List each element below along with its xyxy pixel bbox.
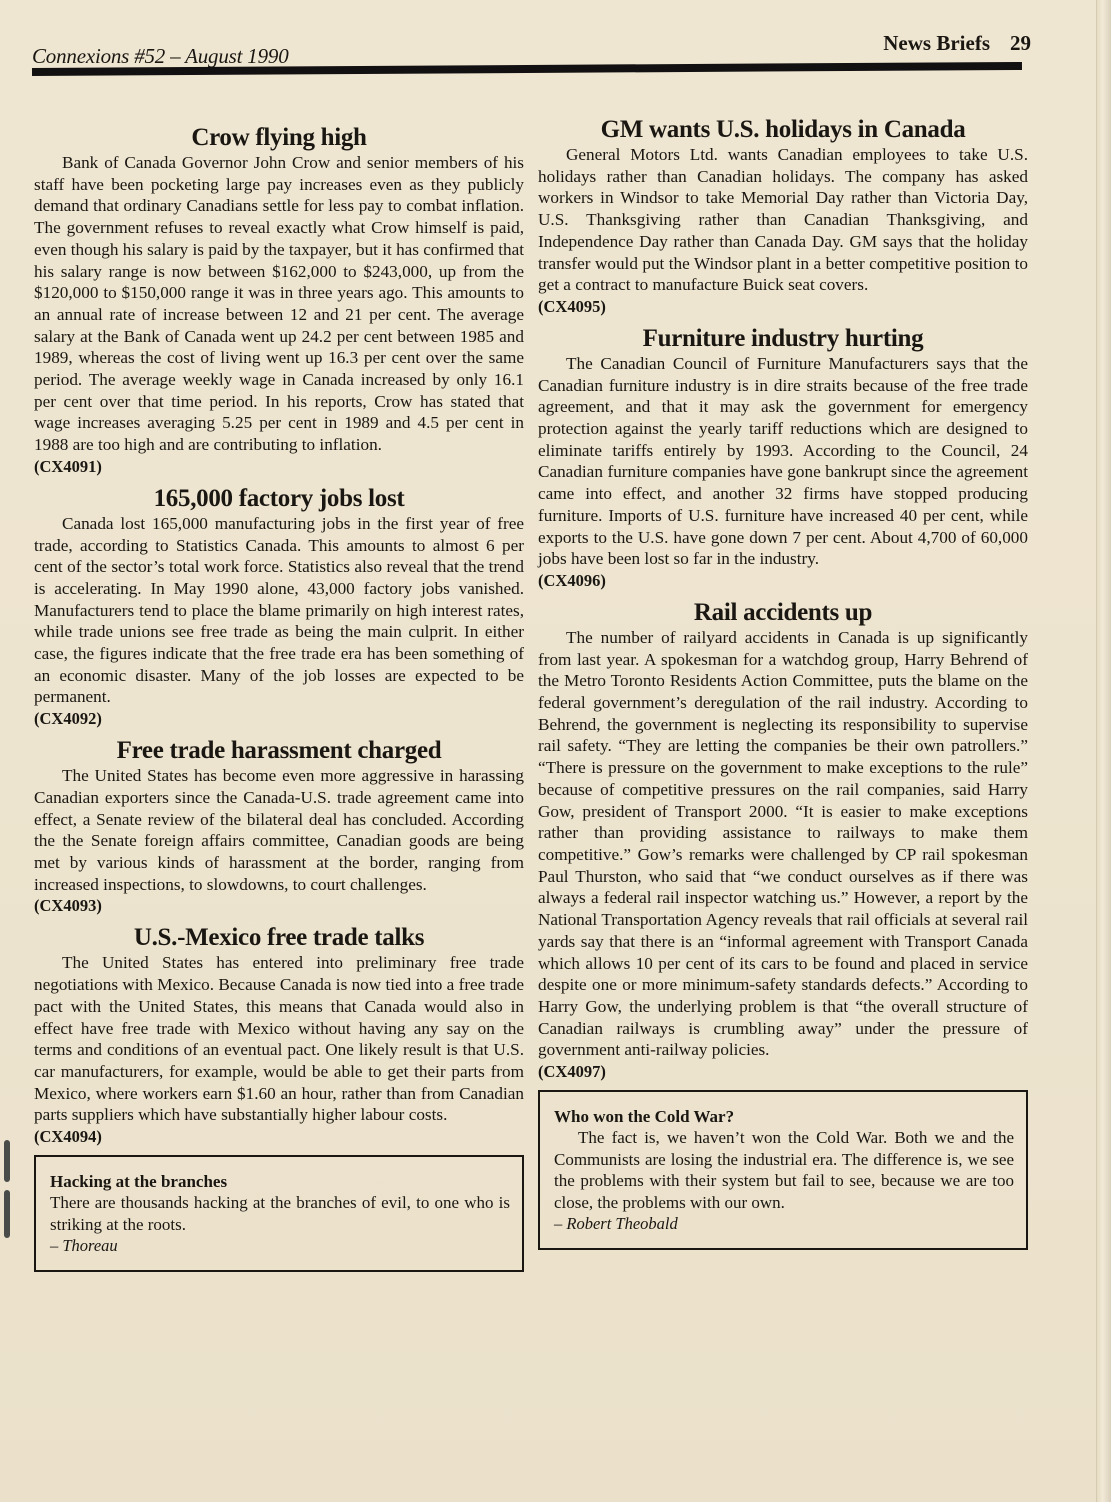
quote-attribution: – Thoreau [50, 1236, 118, 1256]
page-number: 29 [1010, 31, 1031, 55]
article-code: (CX4095) [538, 296, 606, 316]
article-us-mexico-talks [34, 924, 524, 1147]
article-title: Crow flying high [191, 124, 367, 151]
article-title: Free trade harassment charged [116, 737, 442, 765]
article-free-trade-harassment [34, 737, 524, 916]
quote-box-cold-war [538, 1090, 1028, 1250]
section-title: News Briefs [883, 31, 990, 55]
article-crow-flying-high [34, 124, 524, 477]
staple-mark [4, 1190, 10, 1238]
article-body: The United States has become even more aggressive in harassing Canadian exporters since the Canada-U.S. trade agreement came into effect, a Senate review of the bilateral deal has concluded. According the the Senate foreign affairs committee, Canadian goods are being met by various kinds of harassment at the border, ranging from increased inspections, to slowdowns, to court challenges. [34, 766, 524, 894]
article-factory-jobs-lost [34, 485, 524, 729]
article-body: The number of railyard accidents in Canada is up significantly from last year. A spokesman for a watchdog group, Harry Behrend of the Metro Toronto Residents Action Committee, puts the blame on the federal government’s deregulation of the rail industry. According to Behrend, the government is neglecting its responsibility to supervise rail safety. “They are letting the companies be their own patrollers.” “There is pressure on the government to make exceptions to the rule” because of competitive pressures on the rail companies, said Harry Gow, president of Transport 2000. “It is easier to make exceptions rather than providing assistance to railways to make them competitive.” Gow’s remarks were challenged by CP rail spokesman Paul Thurston, who said that “we conduct ourselves as if there was always a federal rail inspector watching us.” However, a report by the National Transportation Agency reveals that rail officials at several rail yards say that there is an “informal agreement with Transport Canada which allows 10 per cent of its cars to be found and placed in service despite one or more minimum-safety standards defects.” According to Harry Gow, the underlying problem is that “the overall structure of Canadian railways is crumbling away” under the pressure of government anti-railway policies. [538, 627, 1028, 1060]
article-body: Canada lost 165,000 manufacturing jobs in the first year of free trade, according to Statistics Canada. This amounts to almost 6 per cent of the sector’s total work force. Statistics also reveal that the trend is accelerating. In May 1990 alone, 43,000 factory jobs vanished. Manufacturers tend to place the blame primarily on high interest rates, while trade unions see free trade as being the main culprit. In either case, the figures indicate that the free trade era has been something of an economic disaster. Many of the job losses are expected to be permanent. [34, 513, 524, 707]
quote-box-thoreau [34, 1155, 524, 1272]
quote-text: There are thousands hacking at the branches of evil, to one who is striking at the roots. [50, 1193, 510, 1234]
article-body: The United States has entered into preliminary free trade negotiations with Mexico. Because Canada is now tied into a free trade pact with the United States, this means that Canada would also in effect have free trade with Mexico without having any say on the terms and conditions of an eventual pact. One likely result is that U.S. car manufacturers, for example, would be able to get their parts from Mexico, where workers earn $1.60 an hour, rather than from Canadian parts suppliers which have substantially higher labour costs. [34, 953, 524, 1125]
publication-header: Connexions #52 – August 1990 [32, 44, 289, 68]
article-body: Bank of Canada Governor John Crow and senior members of his staff have been pocketing large pay increases even as they publicly demand that ordinary Canadians settle for less pay to combat inflation. The government refuses to reveal exactly what Crow himself is paid, even though his salary is paid by the taxpayer, but it has confirmed that his salary range is now between $162,000 to $243,000, up from the $120,000 to $150,000 range it was in three years ago. This amounts to an annual rate of increase between 12 and 21 per cent. The average salary at the Bank of Canada went up 24.2 per cent between 1985 and 1989, whereas the cost of living went up 16.3 per cent over the same period. The average weekly wage in Canada increased by only 16.1 per cent over that time period. In his reports, Crow has stated that wage increases averaging 5.25 per cent in 1989 and 4.5 per cent in 1988 are too high and are contributing to inflation. [34, 153, 524, 455]
section-header [883, 31, 1031, 56]
article-code: (CX4091) [34, 456, 102, 476]
article-code: (CX4093) [34, 896, 102, 916]
right-column [538, 116, 1028, 1250]
article-title: 165,000 factory jobs lost [153, 484, 405, 512]
quote-title: Hacking at the branches [50, 1172, 228, 1192]
article-rail-accidents [538, 599, 1028, 1082]
article-title: U.S.-Mexico free trade talks [133, 924, 425, 952]
staple-mark [4, 1140, 10, 1182]
article-code: (CX4094) [34, 1127, 102, 1147]
article-furniture-industry [538, 325, 1028, 591]
quote-title: Who won the Cold War? [554, 1107, 735, 1127]
left-column [34, 124, 524, 1272]
article-title: Rail accidents up [693, 598, 873, 626]
article-gm-holidays [538, 116, 1028, 317]
page-edge [1096, 0, 1111, 1502]
quote-attribution: – Robert Theobald [554, 1214, 678, 1234]
article-code: (CX4096) [538, 570, 606, 590]
article-title: GM wants U.S. holidays in Canada [600, 116, 966, 143]
article-body: General Motors Ltd. wants Canadian employees to take U.S. holidays rather than Canadian holidays. The company has asked workers in Windsor to take Memorial Day rather than Victoria Day, U.S. Thanksgiving rather than Canadian Thanksgiving, and Independence Day rather than Canada Day. GM says that the holiday transfer would put the Windsor plant in a better competitive position to get a contract to manufacture Buick seat covers. [538, 145, 1028, 295]
article-code: (CX4092) [34, 709, 102, 729]
article-title: Furniture industry hurting [642, 324, 924, 352]
quote-text: The fact is, we haven’t won the Cold War. Both we and the Communists are losing the industrial era. The difference is, we see the problems with their system but fail to see, because we are too close, the problems with our own. [554, 1128, 1014, 1212]
article-body: The Canadian Council of Furniture Manufacturers says that the Canadian furniture industry is in dire straits because of the free trade agreement, and that it may ask the government for emergency protection against the yearly tariff reductions which are designed to eliminate tariffs entirely by 1993. According to the Council, 24 Canadian furniture companies have gone bankrupt since the agreement came into effect, and another 32 firms have stopped producing furniture. Imports of U.S. furniture have increased 40 per cent, while exports to the U.S. have gone down 7 per cent. About 4,700 of 60,000 jobs have been lost so far in the industry. [538, 353, 1028, 569]
article-code: (CX4097) [538, 1062, 606, 1082]
